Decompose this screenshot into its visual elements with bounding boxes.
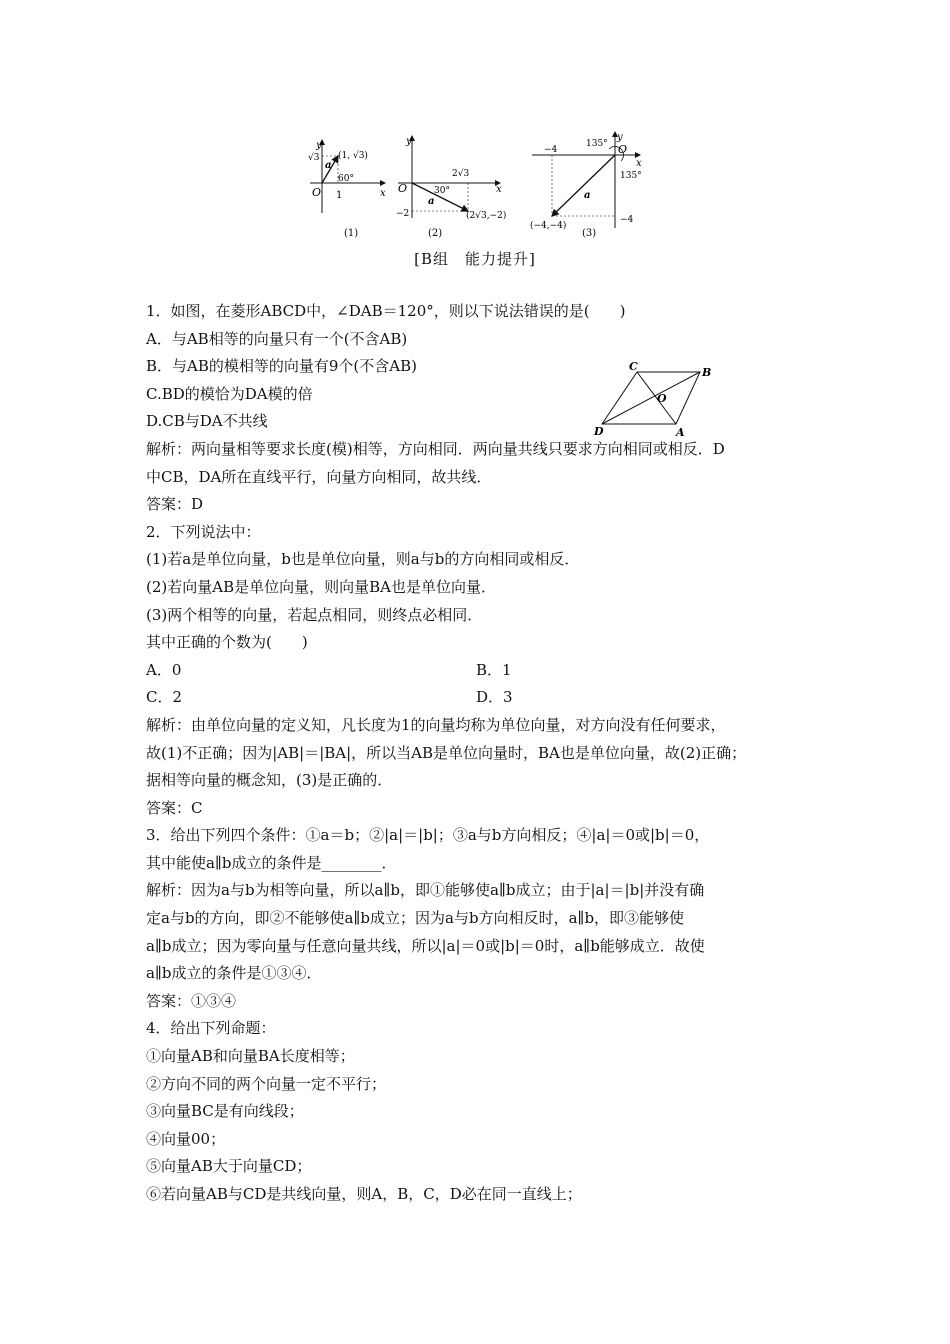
text-line: 中CB，DA所在直线平行，向量方向相同，故共线．: [146, 467, 492, 486]
svg-text:O: O: [398, 182, 408, 195]
text-line: 3．给出下列四个条件：①a＝b；②|a|＝|b|；③a与b方向相反；④|a|＝0或|b|＝0，: [146, 826, 710, 845]
text-line: ④向量00；: [146, 1129, 226, 1148]
svg-text:(1): (1): [344, 228, 359, 239]
option-row: [146, 684, 811, 712]
svg-text:2√3: 2√3: [452, 169, 470, 179]
option-a: A．0: [146, 660, 182, 679]
text-line: 其中正确的个数为( ): [146, 633, 308, 652]
text-line: B．与AB的模相等的向量有9个(不含AB): [146, 357, 417, 376]
text-line: A．与AB相等的向量只有一个(不含AB): [146, 329, 408, 348]
svg-text:−4: −4: [544, 145, 558, 155]
svg-text:a: a: [584, 190, 591, 201]
svg-text:(1, √3): (1, √3): [338, 151, 368, 161]
coordinate-figures: [300, 128, 650, 243]
text-line: ⑤向量AB大于向量CD；: [146, 1157, 312, 1176]
text-line: a∥b成立的条件是①③④．: [146, 964, 322, 983]
text-line: 解析：因为a与b为相等向量，所以a∥b，即①能够使a∥b成立；由于|a|＝|b|并没有确: [146, 881, 705, 900]
svg-text:135°: 135°: [620, 171, 642, 181]
text-line: C.BD的模恰为DA模的倍: [146, 384, 313, 403]
figure-3: [530, 132, 642, 239]
text-line: 4．给出下列命题：: [146, 1019, 276, 1038]
text-line: 其中能使a∥b成立的条件是________．: [146, 853, 397, 872]
text-line: 2．下列说法中：: [146, 522, 261, 541]
svg-text:−4: −4: [620, 215, 634, 225]
option-d: D．3: [476, 688, 513, 707]
svg-text:−2: −2: [396, 209, 410, 219]
text-line: 1．如图，在菱形ABCD中，∠DAB＝120°，则以下说法错误的是( ): [146, 302, 626, 320]
svg-text:(2√3,−2): (2√3,−2): [466, 211, 507, 221]
svg-text:y: y: [316, 140, 322, 151]
svg-text:1: 1: [336, 190, 343, 201]
answer-line: 答案：C: [146, 798, 203, 817]
text-line: ①向量AB和向量BA长度相等；: [146, 1047, 355, 1066]
svg-text:a: a: [428, 196, 435, 207]
svg-text:y: y: [617, 132, 623, 143]
svg-text:(3): (3): [582, 228, 597, 239]
text-line: ③向量BC是有向线段；: [146, 1102, 304, 1121]
svg-text:O: O: [312, 186, 322, 199]
text-line: (3)两个相等的向量，若起点相同，则终点必相同．: [146, 605, 483, 624]
text-line: ⑥若向量AB与CD是共线向量，则A，B，C，D必在同一直线上；: [146, 1185, 582, 1203]
text-line: a∥b成立；因为零向量与任意向量共线，所以|a|＝0或|b|＝0时，a∥b能够成立．故使: [146, 936, 705, 955]
svg-text:x: x: [496, 184, 502, 195]
svg-text:D: D: [594, 425, 604, 438]
text-line: 解析：由单位向量的定义知，凡长度为1的向量均称为单位向量，对方向没有任何要求，: [146, 715, 726, 734]
text-line: 解析：两向量相等要求长度(模)相等，方向相同．两向量共线只要求方向相同或相反．D: [146, 439, 725, 458]
option-c: C．2: [146, 688, 183, 707]
svg-text:√3: √3: [308, 153, 320, 163]
figure-1: [308, 140, 386, 239]
svg-text:y: y: [406, 136, 412, 147]
svg-text:(−4,−4): (−4,−4): [530, 221, 567, 231]
text-line: 定a与b的方向，即②不能够使a∥b成立；因为a与b方向相反时，a∥b，即③能够使: [146, 909, 685, 928]
option-row: [146, 657, 811, 685]
document-body: [146, 298, 811, 1209]
text-line: D.CB与DA不共线: [146, 412, 268, 431]
svg-text:135°: 135°: [586, 139, 608, 149]
svg-text:(2): (2): [428, 228, 443, 239]
answer-line: 答案：①③④: [146, 991, 237, 1010]
section-title: [B组 能力提升]: [414, 250, 536, 268]
figure-2: [396, 136, 506, 239]
text-line: (1)若a是单位向量，b也是单位向量，则a与b的方向相同或相反．: [146, 550, 580, 569]
svg-text:a: a: [325, 160, 332, 171]
text-line: 据相等向量的概念知，(3)是正确的．: [146, 771, 393, 790]
svg-text:O: O: [657, 392, 667, 405]
svg-text:A: A: [676, 426, 685, 438]
svg-text:O: O: [618, 143, 628, 156]
answer-line: 答案：D: [146, 495, 204, 514]
option-b: B．1: [476, 660, 512, 679]
text-line: ②方向不同的两个向量一定不平行；: [146, 1074, 387, 1093]
svg-text:30°: 30°: [434, 186, 450, 196]
svg-text:C: C: [629, 360, 638, 373]
svg-text:x: x: [380, 188, 386, 199]
svg-text:x: x: [636, 158, 642, 169]
svg-text:60°: 60°: [338, 174, 354, 184]
text-line: (2)若向量AB是单位向量，则向量BA也是单位向量．: [146, 577, 496, 596]
text-line: 故(1)不正确；因为|AB|＝|BA|，所以当AB是单位向量时，BA也是单位向量，故(2)正确；: [146, 743, 747, 762]
svg-text:B: B: [702, 366, 712, 379]
